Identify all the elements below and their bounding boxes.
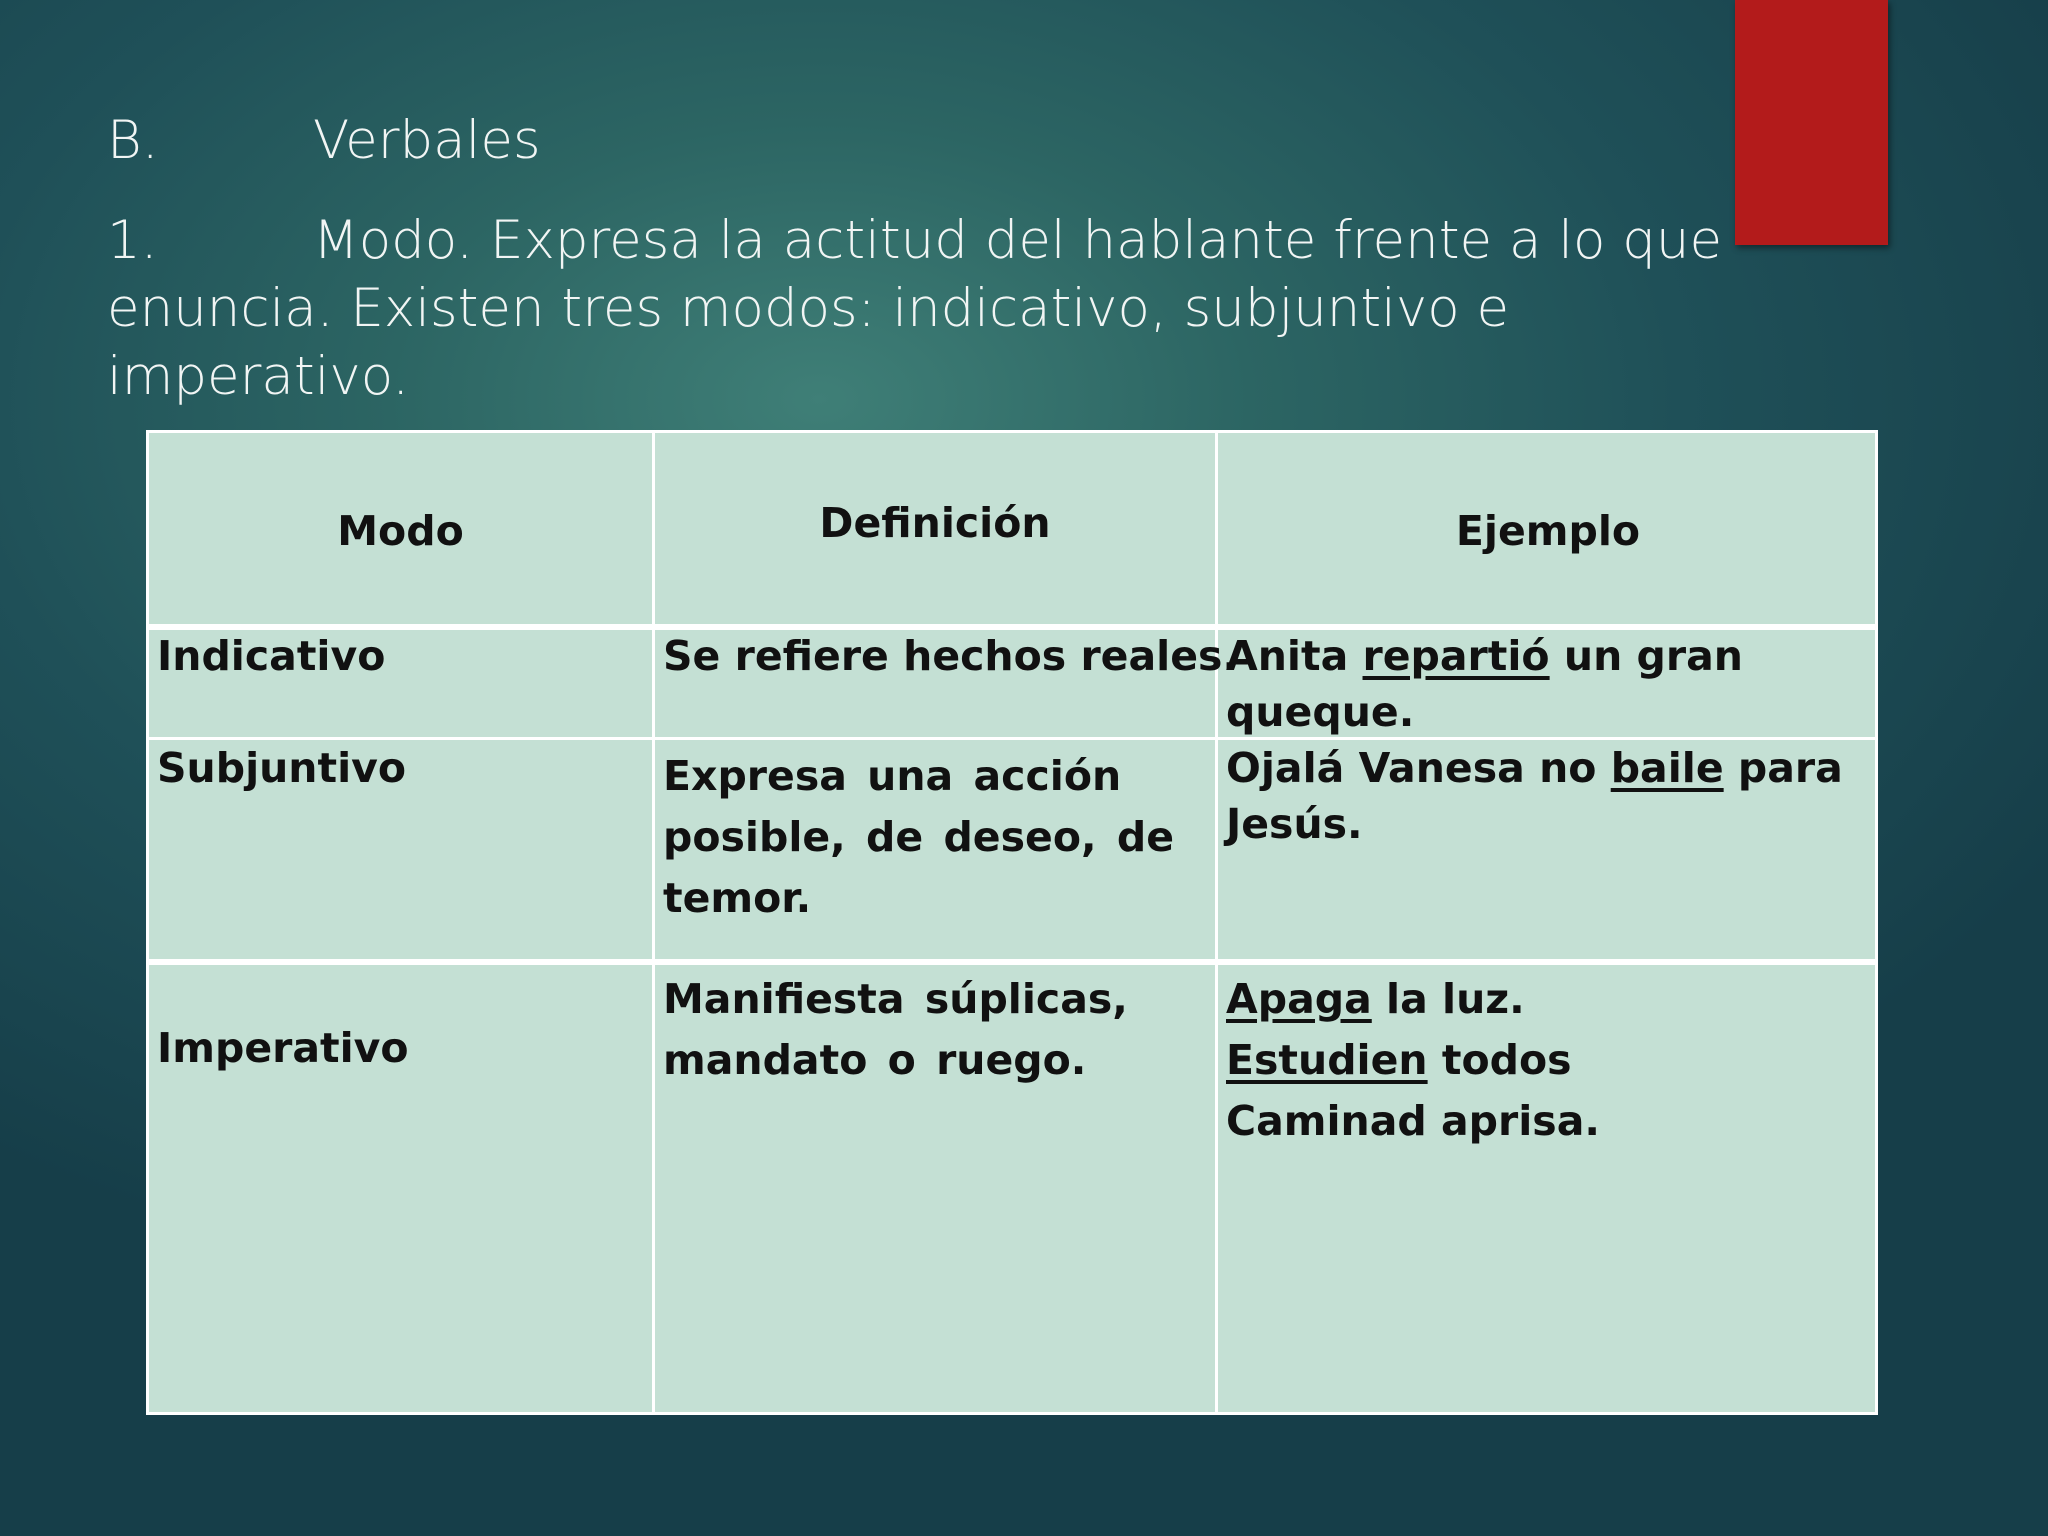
definition-indicativo: Se refiere hechos reales.: [663, 632, 1239, 680]
header-ejemplo: Ejemplo: [1455, 507, 1641, 555]
underlined-verb: repartió: [1362, 632, 1550, 680]
accent-bar: [1735, 0, 1888, 245]
definition-subjuntivo: Expresa una acción posible, de deseo, de temor.: [663, 752, 1175, 922]
header-definicion: Definición: [819, 499, 1051, 547]
point-line-1: [107, 208, 1722, 274]
section-heading: [107, 108, 541, 174]
section-title: Verbales: [313, 110, 541, 171]
mode-indicativo: Indicativo: [157, 632, 386, 680]
point-line-3: imperativo.: [107, 346, 410, 407]
definition-imperativo: Manifiesta súplicas, mandato o ruego.: [663, 975, 1128, 1084]
section-label: B.: [107, 110, 159, 171]
mode-imperativo: Imperativo: [157, 1024, 409, 1072]
underlined-verb: Estudien: [1226, 1036, 1428, 1084]
column-divider: [652, 433, 655, 1412]
point-number: 1.: [107, 210, 158, 271]
modes-table: [146, 430, 1878, 1415]
underlined-verb: baile: [1610, 744, 1724, 792]
mode-subjuntivo: Subjuntivo: [157, 744, 407, 792]
point-text-1: Modo. Expresa la actitud del hablante frente a lo que: [313, 210, 1723, 271]
underlined-verb: Apaga: [1226, 975, 1372, 1023]
row-divider: [149, 959, 1875, 965]
header-modo: Modo: [337, 507, 464, 555]
example-indicativo: Anita repartió un gran queque.: [1226, 632, 1743, 736]
example-subjuntivo: Ojalá Vanesa no baile para Jesús.: [1226, 744, 1843, 848]
example-imperativo: Apaga la luz. Estudien todos Caminad aprisa.: [1226, 975, 1600, 1145]
point-line-2: enuncia. Existen tres modos: indicativo, subjuntivo e: [107, 278, 1510, 339]
column-divider: [1215, 433, 1218, 1412]
